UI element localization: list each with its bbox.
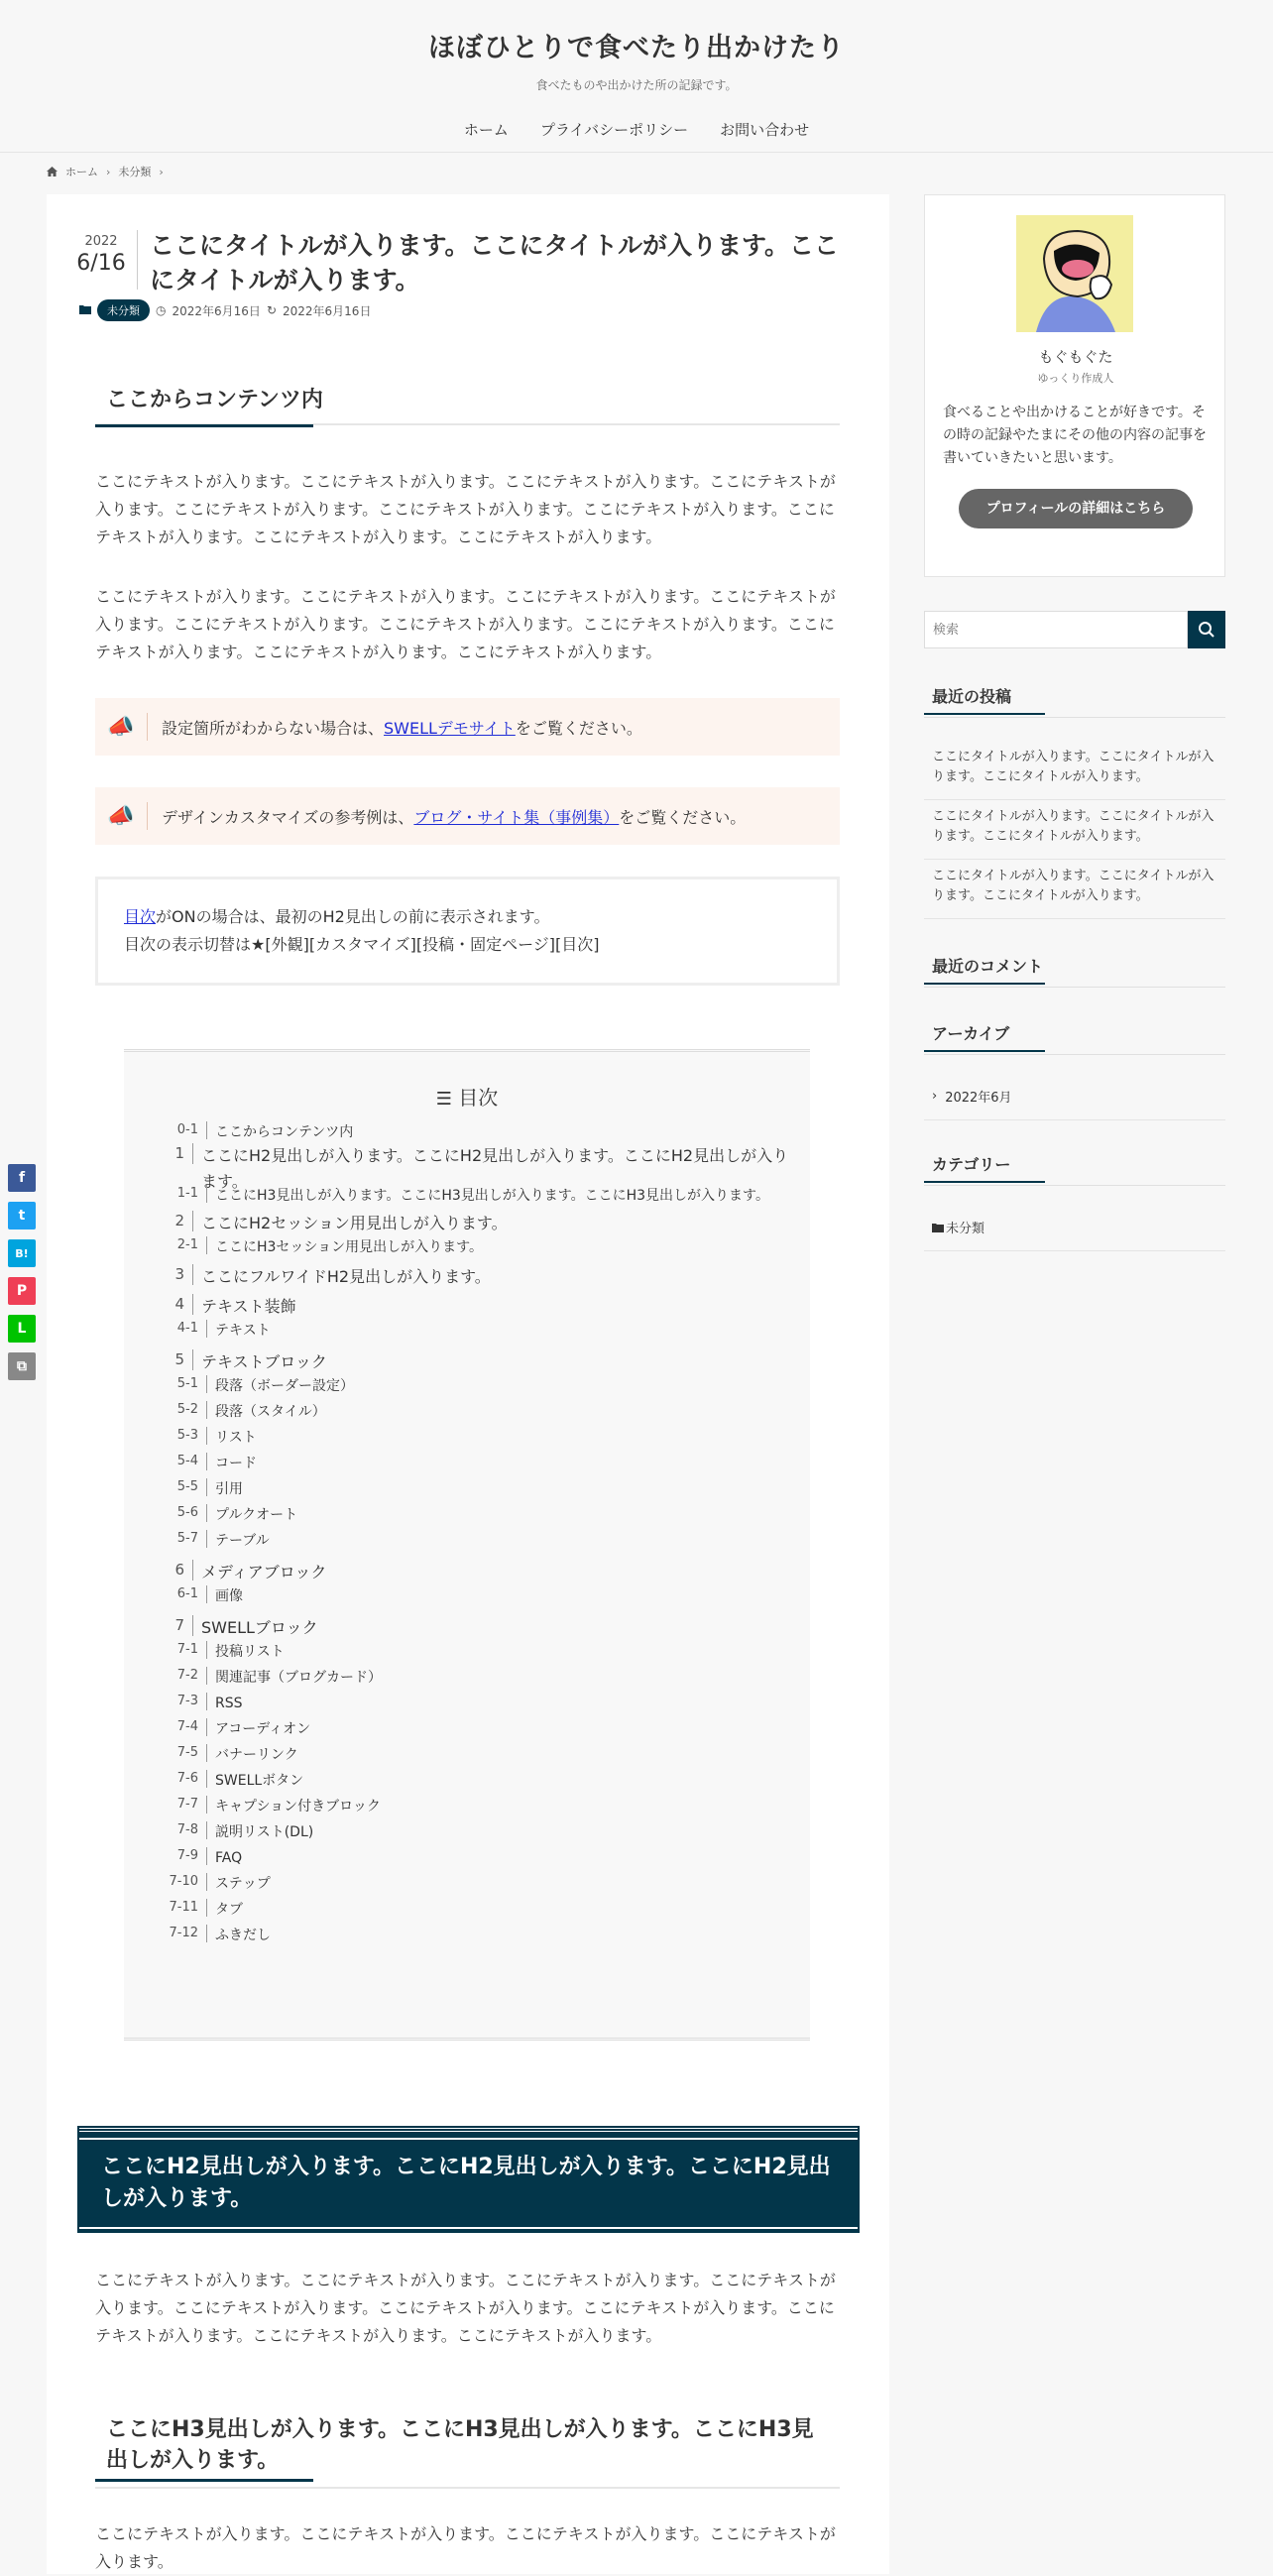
- toc-item[interactable]: [124, 1320, 271, 1342]
- caption-text: 設定箇所がわからない場合は、SWELLデモサイトをご覧ください。: [162, 718, 642, 738]
- toc-item-number: 3: [154, 1264, 193, 1285]
- category-badge[interactable]: 未分類: [97, 299, 150, 321]
- toc-item-number: 7-4: [124, 1718, 207, 1736]
- toc-item-text: メディアブロック: [201, 1563, 327, 1581]
- toc-item-text: 段落（ボーダー設定）: [215, 1378, 354, 1394]
- line-icon: L: [17, 1321, 27, 1337]
- toc-item-text: 説明リスト(DL): [215, 1824, 314, 1840]
- widget-accent-line: [924, 1181, 1045, 1183]
- toc-item[interactable]: [124, 1667, 382, 1689]
- divider: [147, 713, 148, 741]
- paragraph: ここにテキストが入ります。ここにテキストが入ります。ここにテキストが入ります。ここにテキストが入ります。ここにテキストが入ります。ここにテキストが入ります。ここにテキストが入ります。ここにテキストが入ります。ここにテキストが入ります。ここにテキストが入ります。: [95, 2271, 836, 2345]
- widget-accent-line: [924, 713, 1045, 715]
- site-header: [0, 0, 1273, 153]
- toc-item[interactable]: [124, 1453, 257, 1474]
- toc-item[interactable]: [124, 1899, 243, 1921]
- widget-accent-line: [924, 983, 1045, 985]
- divider: [147, 802, 148, 830]
- search-button[interactable]: [1188, 611, 1225, 648]
- post-month-day: 6/16: [76, 251, 126, 276]
- toc-item-number: 4-1: [124, 1320, 207, 1338]
- post-title: ここにタイトルが入ります。ここにタイトルが入ります。ここにタイトルが入ります。: [150, 231, 840, 294]
- heading-accent-line: [95, 2479, 313, 2482]
- list-icon: ☰: [435, 1089, 452, 1110]
- twitter-share-button[interactable]: [8, 1202, 36, 1229]
- subsection-heading: ここにH3見出しが入ります。ここにH3見出しが入ります。ここにH3見出しが入ります。: [95, 2415, 840, 2489]
- paragraph: ここにテキストが入ります。ここにテキストが入ります。ここにテキストが入ります。ここにテキストが入ります。: [95, 2524, 836, 2571]
- recent-posts-title: 最近の投稿: [924, 684, 1225, 718]
- toc-item[interactable]: [124, 1847, 242, 1869]
- article: [47, 194, 889, 2574]
- caption-box: [95, 787, 840, 845]
- paragraph: ここにテキストが入ります。ここにテキストが入ります。ここにテキストが入ります。ここにテキストが入ります。ここにテキストが入ります。ここにテキストが入ります。ここにテキストが入ります。ここにテキストが入ります。ここにテキストが入ります。ここにテキストが入ります。: [95, 587, 836, 661]
- toc-item[interactable]: [124, 1427, 257, 1449]
- paragraph: ここにテキストが入ります。ここにテキストが入ります。ここにテキストが入ります。ここにテキストが入ります。ここにテキストが入ります。ここにテキストが入ります。ここにテキストが入ります。ここにテキストが入ります。ここにテキストが入ります。ここにテキストが入ります。: [95, 472, 836, 546]
- toc-item[interactable]: [154, 1211, 796, 1236]
- toc-item-number: 5-2: [124, 1401, 207, 1419]
- toc-item-number: 5-1: [124, 1375, 207, 1393]
- archive-title: アーカイブ: [924, 1021, 1225, 1055]
- heading-accent-line: [95, 424, 313, 427]
- category-item[interactable]: 未分類: [924, 1218, 1225, 1251]
- post-meta: [79, 299, 371, 321]
- toc-item-text: バナーリンク: [215, 1747, 298, 1763]
- profile-card: [924, 194, 1225, 577]
- recent-post-item[interactable]: ここにタイトルが入ります。ここにタイトルが入ります。ここにタイトルが入ります。: [924, 867, 1225, 919]
- breadcrumb: [47, 164, 164, 179]
- toc-item-text: 画像: [215, 1588, 243, 1604]
- toc-item[interactable]: [154, 1294, 796, 1320]
- pocket-share-button[interactable]: [8, 1277, 36, 1305]
- toc-item-text: ここにH2セッション用見出しが入ります。: [201, 1214, 508, 1232]
- toc-item-text: 段落（スタイル）: [215, 1404, 326, 1420]
- demo-site-link[interactable]: SWELLデモサイト: [384, 718, 516, 738]
- profile-description: 食べることや出かけることが好きです。その時の記録やたまにその他の内容の記事を書いていきたいと思います。: [943, 405, 1207, 467]
- toc-item-number: 1: [154, 1143, 193, 1164]
- chevron-right-icon: ›: [932, 1089, 938, 1104]
- folder-icon: [79, 303, 91, 317]
- toc-item[interactable]: [124, 1185, 769, 1207]
- toc-item-text: テキスト: [215, 1323, 271, 1339]
- global-nav: [0, 119, 1273, 140]
- archive-item[interactable]: › 2022年6月: [924, 1087, 1225, 1120]
- toc-item[interactable]: [124, 1873, 271, 1895]
- facebook-icon: f: [18, 1170, 26, 1186]
- toc-item-number: 7-11: [124, 1899, 207, 1917]
- toc-item-text: FAQ: [215, 1850, 243, 1866]
- megaphone-icon: 📣: [107, 714, 135, 740]
- toc-item-text: ここにH3見出しが入ります。ここにH3見出しが入ります。ここにH3見出しが入ります。: [215, 1188, 769, 1204]
- line-share-button[interactable]: [8, 1315, 36, 1343]
- toc-item-text: 関連記事（ブログカード）: [215, 1670, 382, 1686]
- toc-item[interactable]: [154, 1349, 796, 1375]
- toc-item[interactable]: [124, 1693, 243, 1714]
- toc-item-number: 5-4: [124, 1453, 207, 1470]
- toc-item-number: 7-12: [124, 1925, 207, 1942]
- toc-item-number: 7-9: [124, 1847, 207, 1865]
- toc-item[interactable]: [124, 1796, 381, 1817]
- toc-item-number: 4: [154, 1294, 193, 1315]
- toc-item[interactable]: [124, 1236, 483, 1258]
- search-icon: [1198, 621, 1215, 639]
- copy-link-button[interactable]: [8, 1352, 36, 1380]
- toc-item-text: 引用: [215, 1481, 243, 1497]
- toc-item-number: 5-6: [124, 1504, 207, 1522]
- recent-post-item[interactable]: ここにタイトルが入ります。ここにタイトルが入ります。ここにタイトルが入ります。: [924, 748, 1225, 800]
- toc-item-text: 投稿リスト: [215, 1644, 285, 1660]
- category-title: カテゴリー: [924, 1152, 1225, 1186]
- toc-item-number: 6-1: [124, 1585, 207, 1603]
- nav-item-privacy[interactable]: プライバシーポリシー: [539, 121, 689, 139]
- toc-item-text: タブ: [215, 1902, 243, 1918]
- toc-item[interactable]: [124, 1121, 353, 1143]
- recent-comments-title: 最近のコメント: [924, 954, 1225, 988]
- toc-item-text: ここにH2見出しが入ります。ここにH2見出しが入ります。ここにH2見出しが入ります。: [201, 1146, 789, 1191]
- toc-item-number: 5: [154, 1349, 193, 1370]
- toc-item-number: 0-1: [124, 1121, 207, 1139]
- toc-item-number: 5-3: [124, 1427, 207, 1445]
- toc-item[interactable]: [124, 1375, 354, 1397]
- toc-item-text: プルクオート: [215, 1507, 298, 1523]
- section-heading: ここにH2見出しが入ります。ここにH2見出しが入ります。ここにH2見出しが入ります。: [79, 2128, 858, 2231]
- site-title[interactable]: ほぼひとりで食べたり出かけたり: [428, 33, 845, 63]
- pocket-icon: P: [16, 1283, 28, 1299]
- caption-box: [95, 698, 840, 756]
- profile-subtitle: ゆっくり作成人: [1037, 372, 1114, 385]
- toc-item[interactable]: [154, 1615, 796, 1641]
- toc-item-number: 2: [154, 1211, 193, 1231]
- toc-item-text: SWELLボタン: [215, 1773, 304, 1789]
- content-heading: ここからコンテンツ内: [95, 383, 840, 425]
- toc-item-text: アコーディオン: [215, 1721, 311, 1737]
- case-study-link[interactable]: ブログ・サイト集（事例集）: [413, 807, 620, 827]
- toc-item[interactable]: [154, 1264, 796, 1290]
- toc-item[interactable]: [124, 1718, 310, 1740]
- toc-item[interactable]: [124, 1504, 297, 1526]
- toc-item-text: ステップ: [215, 1876, 271, 1892]
- toc-item[interactable]: [124, 1770, 303, 1792]
- note-box: 目次がONの場合は、最初のH2見出しの前に表示されます。 目次の表示切替は★[外観][カスタマイズ][投稿・固定ページ][目次]: [95, 877, 840, 986]
- breadcrumb-home[interactable]: ホーム: [65, 166, 98, 178]
- published-date: 2022年6月16日: [172, 303, 261, 318]
- toc-item-text: ここにH3セッション用見出しが入ります。: [215, 1239, 484, 1255]
- modified-date: 2022年6月16日: [283, 303, 372, 318]
- toc-item-number: 7-2: [124, 1667, 207, 1685]
- twitter-icon: t: [18, 1208, 26, 1224]
- toc-title: ☰ 目次: [435, 1086, 499, 1110]
- toc-item[interactable]: [154, 1560, 796, 1585]
- chevron-right-icon: ›: [106, 165, 111, 178]
- toc-item-number: 7-6: [124, 1770, 207, 1788]
- toc-item-text: RSS: [215, 1696, 243, 1711]
- toc-item-text: ここにフルワイドH2見出しが入ります。: [201, 1267, 491, 1286]
- post-year: 2022: [84, 234, 118, 249]
- title-divider: [137, 230, 138, 290]
- toc-item-text: ふきだし: [215, 1928, 271, 1943]
- toc-item-text: テーブル: [215, 1533, 270, 1549]
- toc-item-number: 7-5: [124, 1744, 207, 1762]
- profile-details-button[interactable]: プロフィールの詳細はこちら: [959, 489, 1193, 528]
- toc-item-number: 7-3: [124, 1693, 207, 1710]
- breadcrumb-category[interactable]: 未分類: [118, 166, 152, 178]
- toc-item-number: 2-1: [124, 1236, 207, 1254]
- toc-item-number: 7-10: [124, 1873, 207, 1891]
- nav-item-home[interactable]: ホーム: [463, 121, 509, 139]
- folder-icon: [932, 1223, 944, 1232]
- recent-post-item[interactable]: ここにタイトルが入ります。ここにタイトルが入ります。ここにタイトルが入ります。: [924, 807, 1225, 860]
- widget-accent-line: [924, 1050, 1045, 1052]
- toc-item-text: キャプション付きブロック: [215, 1799, 381, 1815]
- megaphone-icon: 📣: [107, 803, 135, 829]
- site-description: 食べたものや出かけた所の記録です。: [535, 78, 738, 92]
- toc-item-number: 7-7: [124, 1796, 207, 1814]
- toc-item[interactable]: [124, 1821, 313, 1843]
- profile-name: もぐもぐた: [1038, 348, 1113, 366]
- toc-item[interactable]: [124, 1478, 243, 1500]
- chevron-right-icon: ›: [159, 165, 164, 178]
- toc-item-number: 7: [154, 1615, 193, 1636]
- toc-item-number: 7-1: [124, 1641, 207, 1659]
- nav-item-contact[interactable]: お問い合わせ: [720, 121, 810, 139]
- post-date-block: [76, 234, 126, 276]
- hatena-icon: B!: [15, 1246, 29, 1260]
- toc-item[interactable]: [124, 1585, 243, 1607]
- toc-item[interactable]: [124, 1744, 298, 1766]
- toc-item[interactable]: [124, 1401, 326, 1423]
- refresh-icon: ↻: [266, 303, 277, 317]
- toc-item-text: リスト: [215, 1430, 257, 1446]
- avatar: [1016, 215, 1133, 332]
- home-icon: [47, 167, 58, 176]
- toc-link[interactable]: 目次: [124, 907, 157, 926]
- toc-item[interactable]: [124, 1641, 285, 1663]
- toc-item-number: 5-7: [124, 1530, 207, 1548]
- toc-item-text: コード: [215, 1456, 257, 1471]
- toc-item-text: テキストブロック: [201, 1352, 327, 1371]
- toc-item-number: 6: [154, 1560, 193, 1581]
- facebook-share-button[interactable]: [8, 1164, 36, 1192]
- toc-item-number: 1-1: [124, 1185, 207, 1203]
- search-form: [924, 611, 1225, 648]
- toc-item-text: ここからコンテンツ内: [215, 1124, 354, 1140]
- toc-item-text: SWELLブロック: [201, 1618, 318, 1637]
- toc-item-number: 5-5: [124, 1478, 207, 1496]
- table-of-contents: [124, 1049, 810, 2041]
- toc-item[interactable]: [124, 1530, 270, 1552]
- toc-item-text: テキスト装飾: [201, 1297, 296, 1316]
- caption-text: デザインカスタマイズの参考例は、ブログ・サイト集（事例集）をご覧ください。: [162, 807, 747, 827]
- hatena-share-button[interactable]: [8, 1239, 36, 1267]
- clock-icon: ◷: [156, 303, 167, 317]
- toc-item-number: 7-8: [124, 1821, 207, 1839]
- search-input[interactable]: [924, 611, 1188, 648]
- copy-icon: ⧉: [17, 1358, 27, 1374]
- toc-item[interactable]: [124, 1925, 271, 1946]
